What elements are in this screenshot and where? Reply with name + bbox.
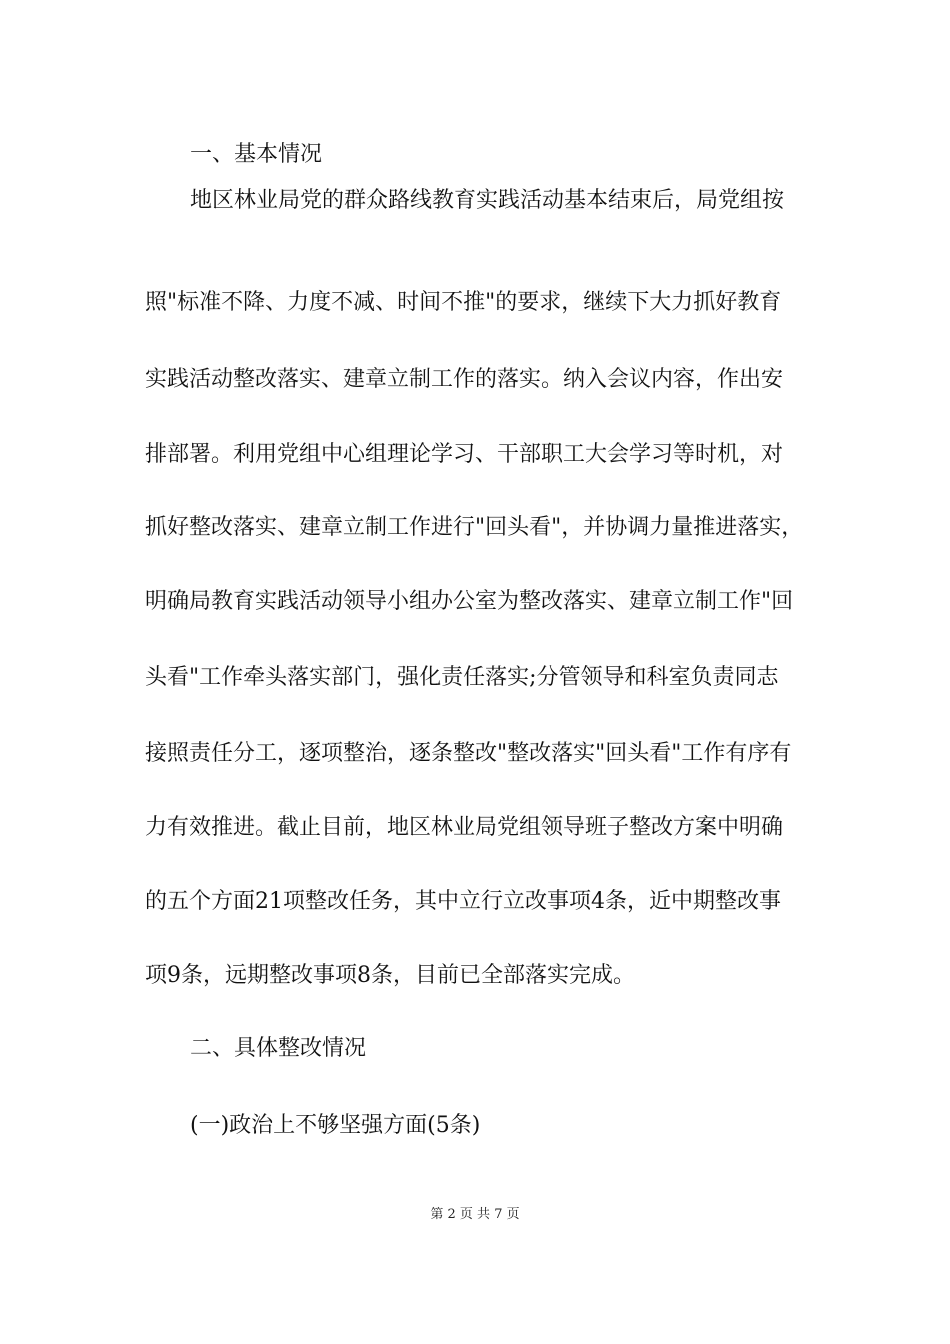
paragraph-line: 抓好整改落实、建章立制工作进行"回头看"，并协调力量推进落实， bbox=[145, 515, 804, 540]
paragraph-line: 头看"工作牵头落实部门，强化责任落实;分管领导和科室负责同志 bbox=[145, 665, 779, 690]
section-heading-basic-situation: 一、基本情况 bbox=[190, 142, 323, 167]
subsection-heading-political: (一)政治上不够坚强方面(5条) bbox=[190, 1113, 481, 1138]
section-heading-specific-rectification: 二、具体整改情况 bbox=[190, 1036, 367, 1061]
paragraph-line: 项9条，远期整改事项8条，目前已全部落实完成。 bbox=[145, 963, 635, 988]
paragraph-line: 明确局教育实践活动领导小组办公室为整改落实、建章立制工作"回 bbox=[145, 589, 794, 614]
paragraph-line: 地区林业局党的群众路线教育实践活动基本结束后，局党组按 bbox=[190, 188, 785, 213]
paragraph-line: 照"标准不降、力度不减、时间不推"的要求，继续下大力抓好教育 bbox=[145, 290, 782, 315]
paragraph-line: 接照责任分工，逐项整治，逐条整改"整改落实"回头看"工作有序有 bbox=[145, 741, 792, 766]
paragraph-line: 力有效推进。截止目前，地区林业局党组领导班子整改方案中明确 bbox=[145, 815, 784, 840]
paragraph-line: 的五个方面21项整改任务，其中立行立改事项4条，近中期整改事 bbox=[145, 889, 781, 914]
paragraph-line: 实践活动整改落实、建章立制工作的落实。纳入会议内容，作出安 bbox=[145, 367, 784, 392]
page-footer: 第 2 页 共 7 页 bbox=[430, 1207, 520, 1222]
paragraph-line: 排部署。利用党组中心组理论学习、干部职工大会学习等时机，对 bbox=[145, 442, 784, 467]
